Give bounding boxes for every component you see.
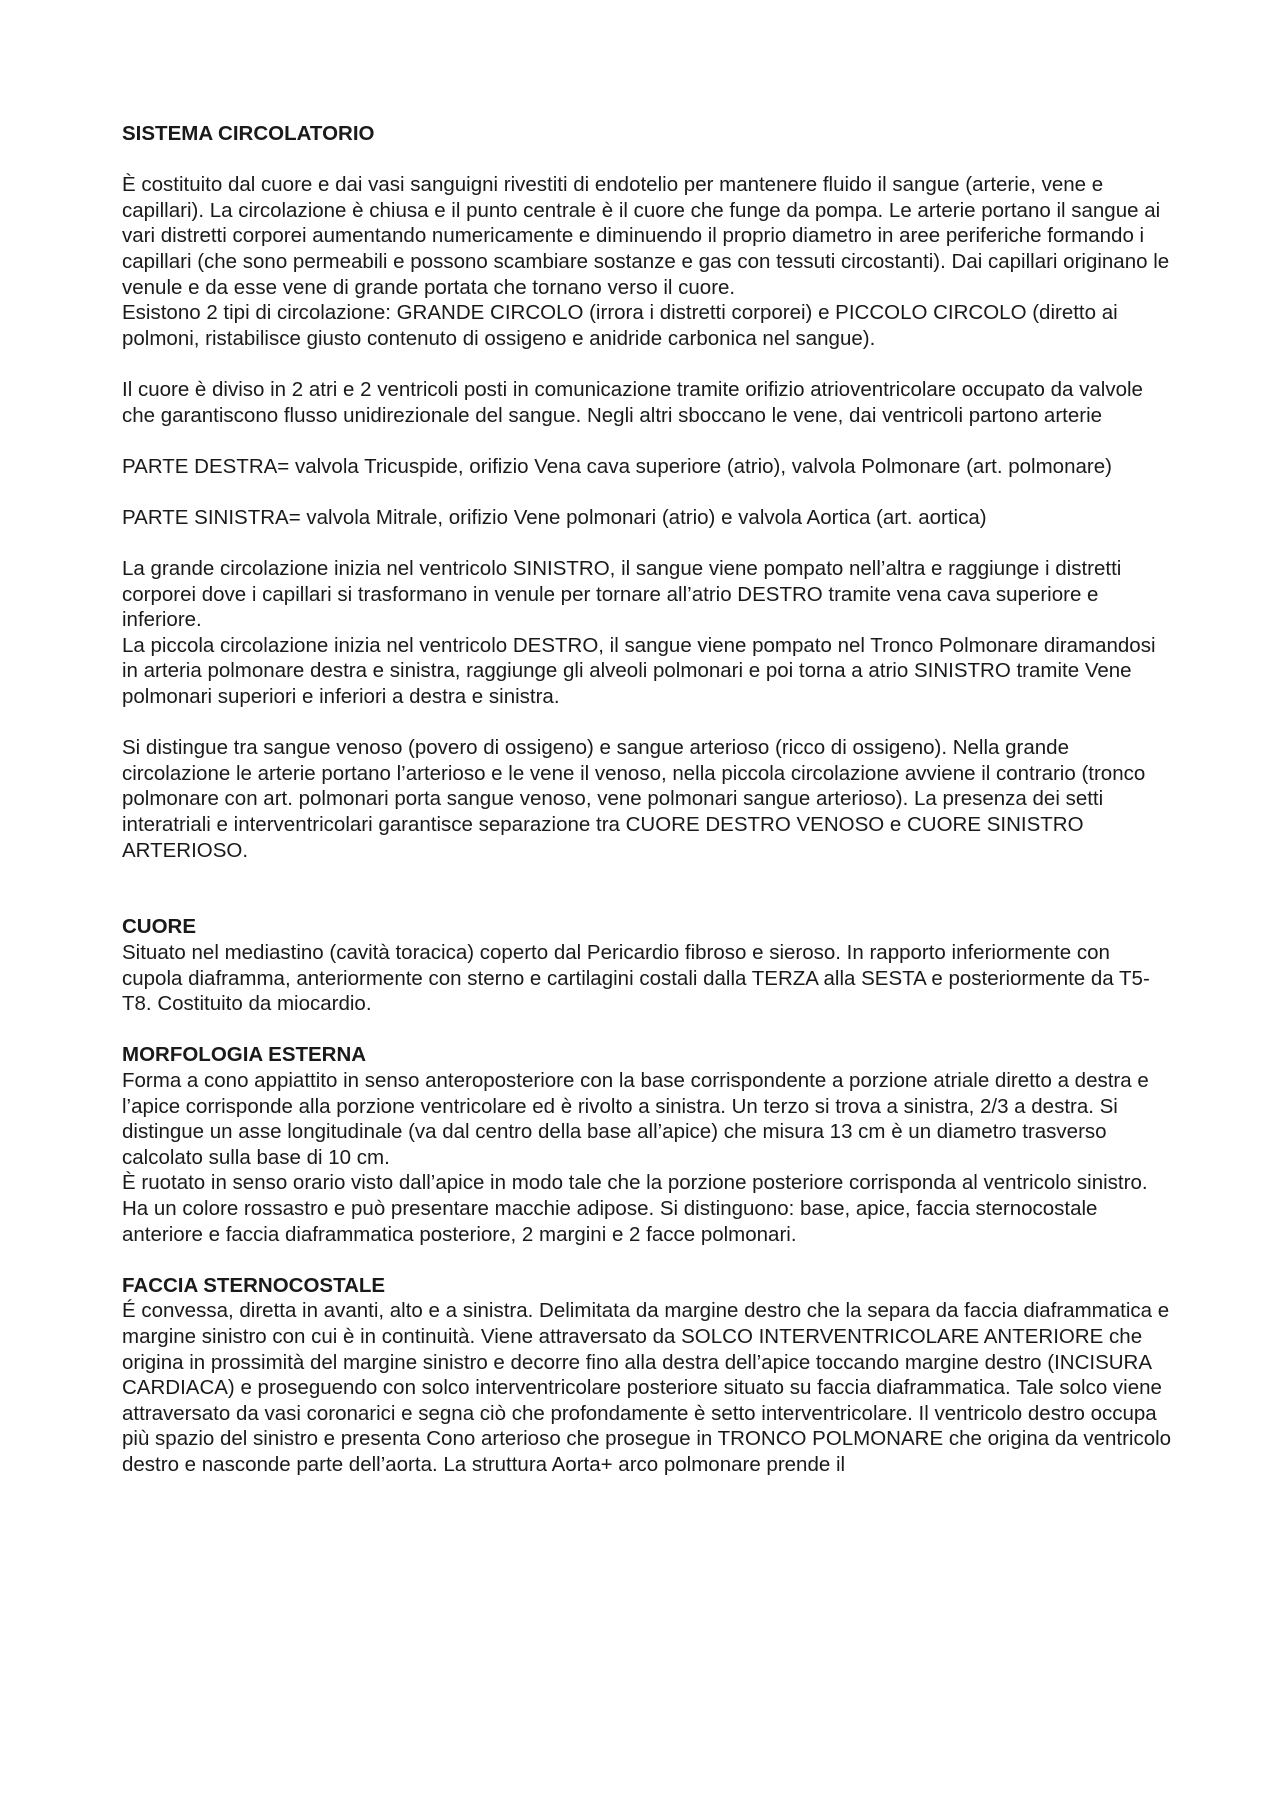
document-page <box>122 121 1172 1477</box>
paragraph: Il cuore è diviso in 2 atri e 2 ventricoli posti in comunicazione tramite orifizio atrioventricolare occupato da valvole che garantiscono flusso unidirezionale del sangue. Negli altri sboccano le vene, dai ventricoli partono arterie <box>122 377 1143 427</box>
paragraph: PARTE SINISTRA= valvola Mitrale, orifizio Vene polmonari (atrio) e valvola Aortica (art. aortica) <box>122 505 987 529</box>
section-heading: MORFOLOGIA ESTERNA <box>122 1043 367 1067</box>
section-heading: SISTEMA CIRCOLATORIO <box>122 122 375 145</box>
section-sistema-circolatorio <box>122 121 1172 863</box>
section-heading: CUORE <box>122 915 197 939</box>
paragraph: È costituito dal cuore e dai vasi sanguigni rivestiti di endotelio per mantenere fluido il sangue (arterie, vene e capillari). La circolazione è chiusa e il punto centrale è il cuore che funge da pompa. Le arterie portano il sangue ai vari distretti corporei aumentando numericamente e diminuendo il proprio diametro in aree periferiche formando i capillari (che sono permeabili e possono scambiare sostanze e gas con tessuti circostanti). Dai capillari originano le venule e da esse vene di grande portata che tornano verso il cuore. <box>122 173 1170 299</box>
section-morfologia-esterna <box>122 1042 1172 1247</box>
paragraph: PARTE DESTRA= valvola Tricuspide, orifizio Vena cava superiore (atrio), valvola Polmonare (art. polmonare) <box>122 454 1112 478</box>
section-cuore <box>122 914 1172 1016</box>
paragraph: È ruotato in senso orario visto dall’apice in modo tale che la porzione posteriore corrisponda al ventricolo sinistro. Ha un colore rossastro e può presentare macchie adipose. Si distinguono: base, apice, faccia sternocostale anteriore e faccia diaframmatica posteriore, 2 margini e 2 facce polmonari. <box>122 1171 1148 1246</box>
paragraph: Situato nel mediastino (cavità toracica) coperto dal Pericardio fibroso e sieroso. In rapporto inferiormente con cupola diaframma, anteriormente con sterno e cartilagini costali dalla TERZA alla SESTA e posteriormente da T5-T8. Costituito da miocardio. <box>122 941 1150 1016</box>
section-faccia-sternocostale <box>122 1273 1172 1478</box>
paragraph: La grande circolazione inizia nel ventricolo SINISTRO, il sangue viene pompato nell’altra e raggiunge i distretti corporei dove i capillari si trasformano in venule per tornare all’atrio DESTRO tramite vena cava superiore e inferiore. <box>122 557 1122 632</box>
paragraph: La piccola circolazione inizia nel ventricolo DESTRO, il sangue viene pompato nel Tronco Polmonare diramandosi in arteria polmonare destra e sinistra, raggiunge gli alveoli polmonari e poi torna a atrio SINISTRO tramite Vene polmonari superiori e inferiori a destra e sinistra. <box>122 633 1156 709</box>
section-heading: FACCIA STERNOCOSTALE <box>122 1273 386 1297</box>
paragraph: Forma a cono appiattito in senso anteroposteriore con la base corrispondente a porzione atriale diretto a destra e l’apice corrisponde alla porzione ventricolare ed è rivolto a sinistra. Un terzo si trova a sinistra, 2/3 a destra. Si distingue un asse longitudinale (va dal centro della base all’apice) che misura 13 cm è un diametro trasverso calcolato sulla base di 10 cm. <box>122 1068 1149 1169</box>
paragraph: Si distingue tra sangue venoso (povero di ossigeno) e sangue arterioso (ricco di ossigeno). Nella grande circolazione le arterie portano l’arterioso e le vene il venoso, nella piccola circolazione avviene il contrario (tronco polmonare con art. polmonari porta sangue venoso, vene polmonari sangue arterioso). La presenza dei setti interatriali e interventricolari garantisce separazione tra CUORE DESTRO VENOSO e CUORE SINISTRO ARTERIOSO. <box>122 736 1146 862</box>
paragraph: Esistono 2 tipi di circolazione: GRANDE CIRCOLO (irrora i distretti corporei) e PICCOLO CIRCOLO (diretto ai polmoni, ristabilisce giusto contenuto di ossigeno e anidride carbonica nel sangue). <box>122 301 1118 350</box>
paragraph: É convessa, diretta in avanti, alto e a sinistra. Delimitata da margine destro che la separa da faccia diaframmatica e margine sinistro con cui è in continuità. Viene attraversato da SOLCO INTERVENTRICOLARE ANTERIORE che origina in prossimità del margine sinistro e decorre fino alla destra dell’apice toccando margine destro (INCISURA CARDIACA) e proseguendo con solco interventricolare posteriore situato su faccia diaframmatica. Tale solco viene attraversato da vasi coronarici e segna ciò che profondamente è setto interventricolare. Il ventricolo destro occupa più spazio del sinistro e presenta Cono arterioso che prosegue in TRONCO POLMONARE che origina da ventricolo destro e nasconde parte dell’aorta. La struttura Aorta+ arco polmonare prende il <box>122 1299 1172 1476</box>
